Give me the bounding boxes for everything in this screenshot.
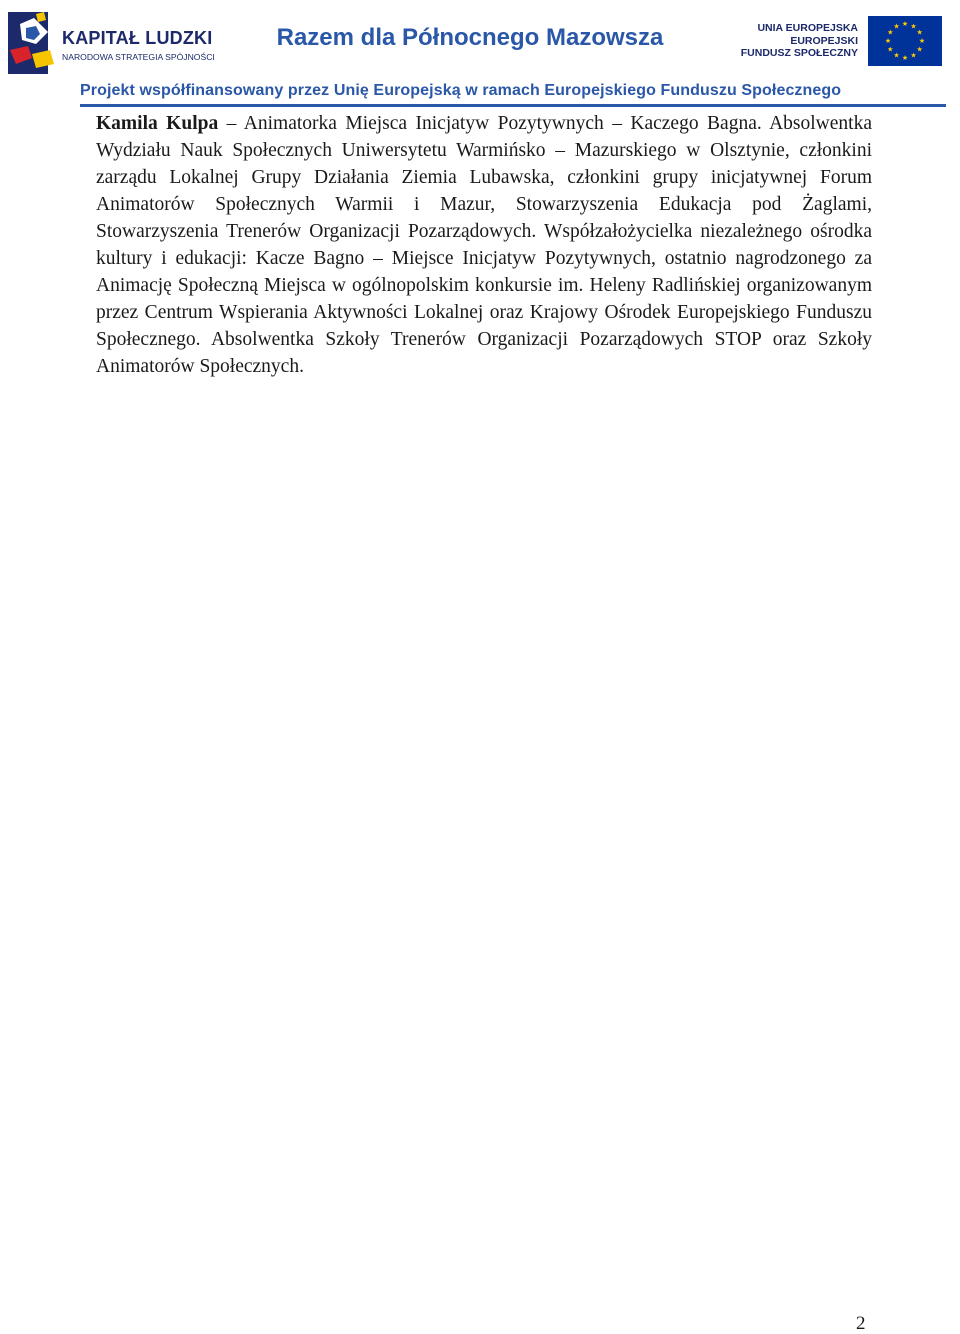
svg-text:★: ★ (884, 37, 892, 45)
svg-text:★: ★ (916, 28, 923, 37)
header-divider (80, 104, 946, 107)
svg-text:★: ★ (918, 37, 926, 45)
eu-logo (740, 10, 948, 70)
bio-text: – Animatorka Miejsca Inicjatyw Pozytywnych – Kaczego Bagna. Absolwentka Wydziału Nauk Społecznych Uniwersytetu Warmińsko – Mazurskiego w Olsztynie, członkini zarządu Lokalnej Grupy Działania Ziemia Lubawska, członkini grupy inicjatywnej Forum Animatorów Społecznych Warmii i Mazur, Stowarzyszenia Edukacja pod Żaglami, Stowarzyszenia Trenerów Organizacji Pozarządowych. Współzałożycielka niezależnego ośrodka kultury i edukacji: Kacze Bagno – Miejsce Inicjatyw Pozytywnych, ostatnio nagrodzonego za Animację Społeczną Miejsca w ogólnopolskim konkursie im. Heleny Radlińskiej organizowanym przez Centrum Wspierania Aktywności Lokalnej oraz Krajowy Ośrodek Europejskiego Funduszu Społecznego. Absolwentka Szkoły Trenerów Organizacji Pozarządowych STOP oraz Szkoły Animatorów Społecznych. (96, 113, 872, 377)
svg-text:★: ★ (893, 51, 900, 60)
eu-logo-text (741, 22, 858, 60)
bio-name: Kamila Kulpa (96, 113, 219, 134)
kapital-ludzki-subtitle: NARODOWA STRATEGIA SPÓJNOŚCI (62, 52, 215, 62)
page-number: 2 (856, 1313, 866, 1334)
kapital-ludzki-logo (6, 8, 216, 76)
svg-text:★: ★ (910, 22, 917, 31)
svg-text:★: ★ (910, 51, 917, 60)
svg-text:★: ★ (901, 54, 909, 62)
svg-text:★: ★ (887, 45, 894, 54)
project-cofinancing-note: Projekt współfinansowany przez Unię Europejską w ramach Europejskiego Funduszu Społecznego (80, 82, 842, 99)
eu-logo-line1: UNIA EUROPEJSKA (757, 22, 858, 34)
kapital-ludzki-title: KAPITAŁ LUDZKI (62, 28, 213, 48)
svg-text:★: ★ (901, 20, 909, 28)
svg-text:★: ★ (887, 28, 894, 37)
svg-text:★: ★ (916, 45, 923, 54)
svg-text:★: ★ (893, 22, 900, 31)
kapital-ludzki-emblem-icon (6, 10, 56, 76)
bio-paragraph (96, 110, 872, 380)
project-title: Razem dla Północnego Mazowsza (276, 24, 664, 51)
eu-logo-line3: FUNDUSZ SPOŁECZNY (740, 47, 858, 59)
eu-logo-line2: EUROPEJSKI (790, 34, 858, 47)
page-header (0, 0, 960, 108)
eu-flag-icon (868, 16, 942, 66)
